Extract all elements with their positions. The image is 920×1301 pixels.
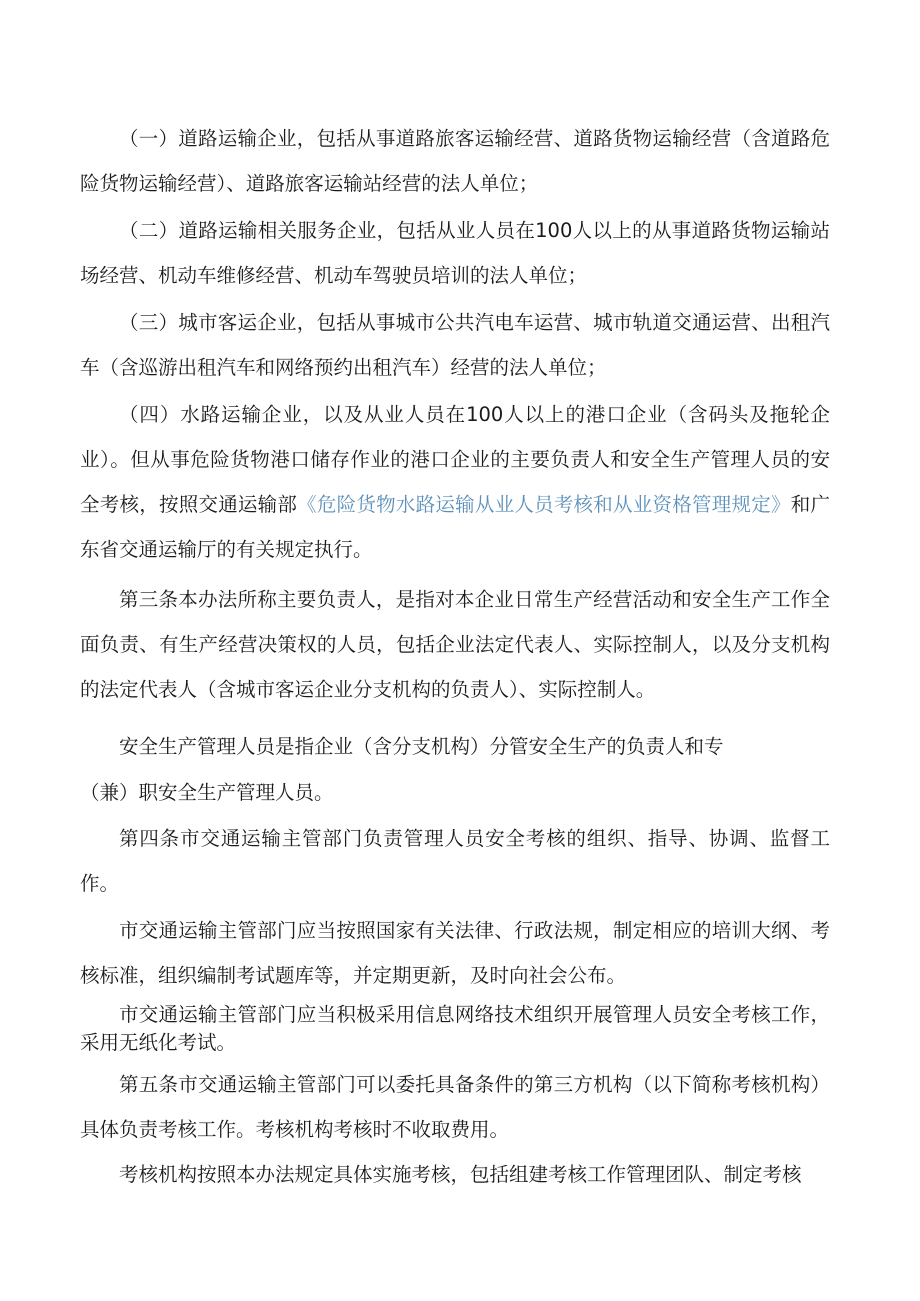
article-5-paragraph: 第五条市交通运输主管部门可以委托具备条件的第三方机构（以下简称考核机构）具体负责考核工作。考核机构考核时不收取费用。 [80,1073,830,1141]
paragraph-item-2: （二）道路运输相关服务企业，包括从业人员在100人以上的从事道路货物运输站场经营、机动车维修经营、机动车驾驶员培训的法人单位； [80,219,830,287]
safety-manager-definition: 安全生产管理人员是指企业（含分支机构）分管安全生产的负责人和专 [119,735,724,758]
article-4-paragraph: 第四条市交通运输主管部门负责管理人员安全考核的组织、指导、协调、监督工作。 [80,827,830,895]
training-outline-paragraph: 市交通运输主管部门应当按照国家有关法律、行政法规，制定相应的培训大纲、考核标准，组织编制考试题库等，并定期更新，及时向社会公布。 [80,919,830,987]
safety-manager-definition-continuation: （兼）职安全生产管理人员。 [80,781,334,804]
article-3-paragraph: 第三条本办法所称主要负责人，是指对本企业日常生产经营活动和安全生产工作全面负责、有生产经营决策权的人员，包括企业法定代表人、实际控制人，以及分支机构的法定代表人（含城市客运企业分支机构的负责人）、实际控制人。 [80,588,830,701]
paragraph-item-3: （三）城市客运企业，包括从事城市公共汽电车运营、城市轨道交通运营、出租汽车（含巡游出租汽车和网络预约出租汽车）经营的法人单位； [80,311,830,379]
paragraph-item-4 [80,392,830,572]
assessment-agency-paragraph: 考核机构按照本办法规定具体实施考核，包括组建考核工作管理团队、制定考核 [119,1163,802,1186]
paperless-exam-paragraph: 市交通运输主管部门应当积极采用信息网络技术组织开展管理人员安全考核工作，采用无纸化考试。 [80,1003,830,1054]
paragraph-item-4-text-before: （四）水路运输企业，以及从业人员在100人以上的港口企业（含码头及拖轮企业）。但从事危险货物港口储存作业的港口企业的主要负责人和安全生产管理人员的安全考核，按照交通运输部 [80,403,830,516]
paragraph-item-4-text-after: 和广东省交通运输厅的有关规定执行。 [80,493,830,561]
paragraph-item-1: （一）道路运输企业，包括从事道路旅客运输经营、道路货物运输经营（含道路危险货物运输经营）、道路旅客运输站经营的法人单位； [80,127,830,195]
regulation-link[interactable]: 《危险货物水路运输从业人员考核和从业资格管理规定》 [297,493,791,516]
